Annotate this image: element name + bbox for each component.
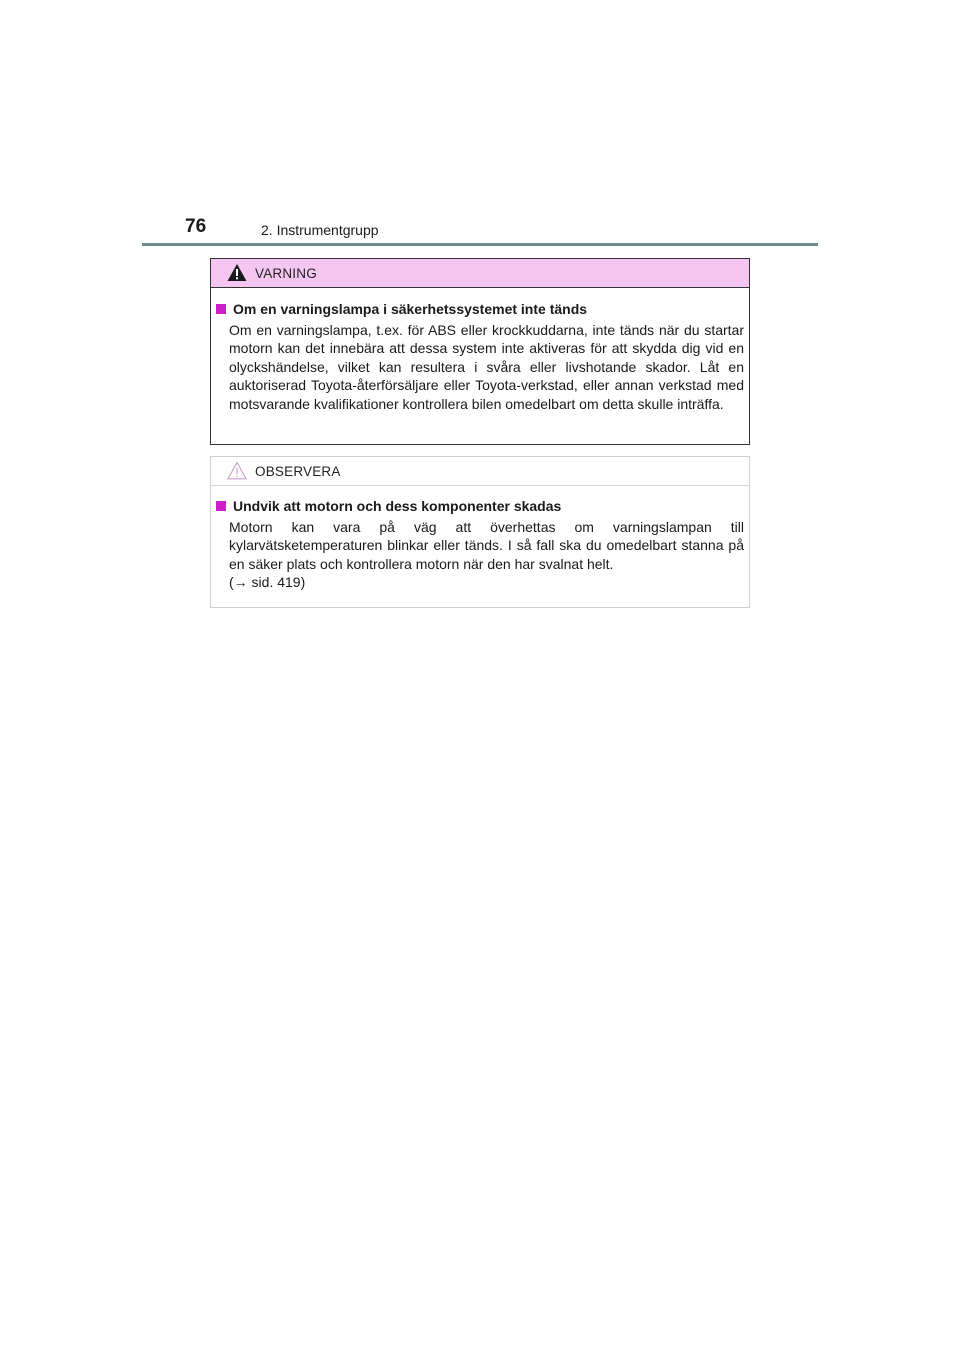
notice-label: OBSERVERA — [255, 464, 341, 479]
notice-item-body: Motorn kan vara på väg att överhettas om varningslampan till kylarvätsketemperaturen blinkar eller tänds. I så fall ska du omedelbart stanna på en säker plats och kontrollera motorn när den har svalnat helt. — [229, 519, 744, 572]
notice-item-title: Undvik att motorn och dess komponenter skadas — [233, 498, 562, 514]
warning-item-body: Om en varningslampa, t.ex. för ABS eller krockkuddarna, inte tänds när du startar motorn kan det innebära att dessa system inte aktiveras för att skydda dig vid en olyckshändelse, vilket kan resultera i svåra eller livshotande skador. Låt en auktoriserad Toyota-återförsäljare eller Toyota-verkstad, eller annan verkstad med motsvarande kvalifikationer kontrollera bilen omedelbart om detta skulle inträffa. — [229, 322, 744, 412]
page-reference: (→ sid. 419) — [229, 574, 306, 591]
notice-item — [216, 498, 744, 592]
warning-header — [211, 259, 749, 288]
square-bullet-icon — [216, 304, 226, 314]
page-header — [142, 214, 818, 248]
warning-item-title: Om en varningslampa i säkerhetssystemet inte tänds — [233, 301, 588, 317]
warning-label: VARNING — [255, 266, 317, 281]
header-rule — [142, 243, 818, 246]
warning-item — [216, 301, 744, 413]
warning-box — [210, 258, 750, 445]
square-bullet-icon — [216, 501, 226, 511]
notice-header — [211, 457, 749, 486]
chapter-title: 2. Instrumentgrupp — [261, 222, 379, 238]
notice-box — [210, 456, 750, 608]
page-number: 76 — [185, 216, 207, 237]
warning-triangle-filled-icon — [227, 263, 247, 282]
caution-triangle-outline-icon — [227, 461, 247, 480]
